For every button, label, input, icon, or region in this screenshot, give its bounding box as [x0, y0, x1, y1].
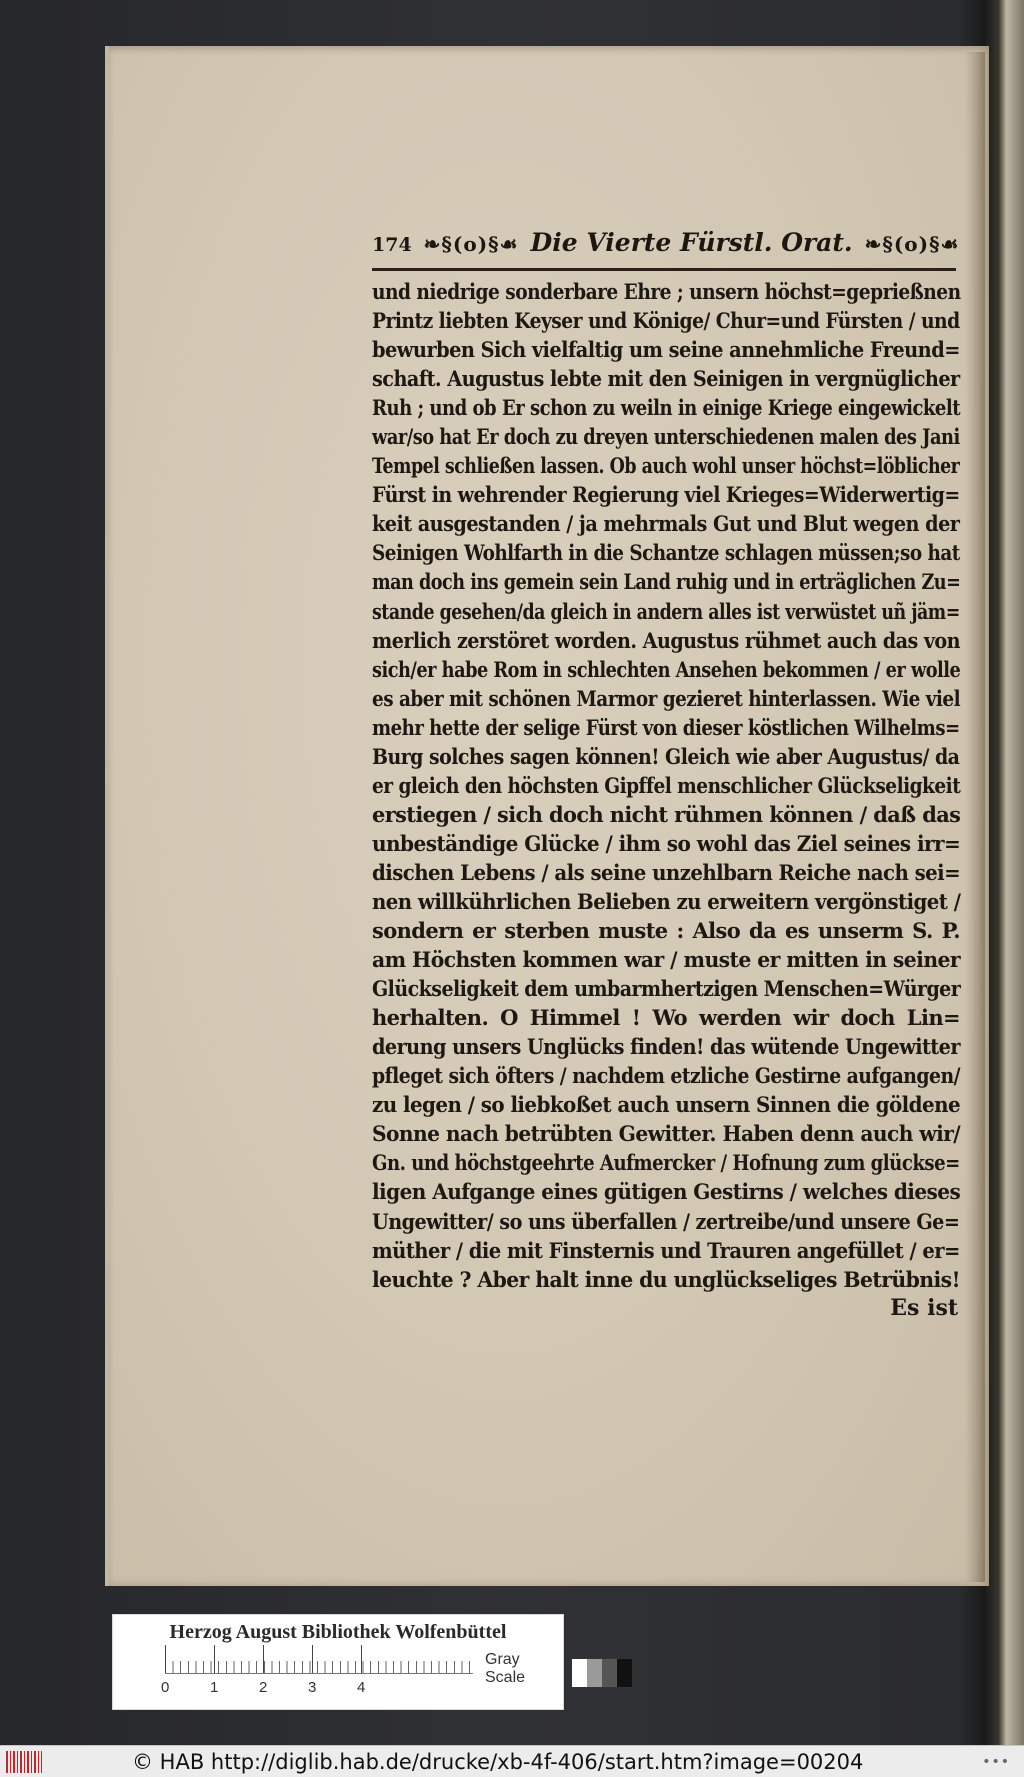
library-name: Herzog August Bibliothek Wolfenbüttel	[169, 1621, 507, 1643]
scale-number: 1	[210, 1679, 219, 1696]
text-line: ligen Aufgange eines gütigen Gestirns / welches dieses	[372, 1179, 961, 1205]
header-ornament-left: ❧§(o)§☙	[423, 232, 519, 256]
text-line: pfleget sich öfters / nachdem etzliche Gestirne aufgangen/	[372, 1063, 960, 1089]
viewer-footer	[0, 1745, 1024, 1777]
text-line: merlich zerstöret worden. Augustus rühmet auch das von	[372, 627, 961, 653]
text-line: Burg solches sagen können! Gleich wie aber Augustus/ da	[372, 743, 960, 769]
scale-number: 0	[161, 1679, 170, 1696]
text-line: Fürst in wehrender Regierung viel Krieges=Widerwertig=	[372, 482, 960, 508]
copyright-link[interactable]: © HAB http://diglib.hab.de/drucke/xb-4f-406/start.htm?image=00204	[132, 1749, 864, 1774]
gray-swatch	[587, 1659, 602, 1687]
text-line: nen willkührlichen Belieben zu erweitern vergönstiget /	[372, 888, 961, 914]
page-number: 174	[372, 234, 412, 256]
text-line: Printz liebten Keyser und Könige/ Chur=und Fürsten / und	[372, 308, 960, 334]
text-line: bewurben Sich vielfaltig um seine annehmliche Freund=	[372, 337, 960, 363]
text-line: Ruh ; und ob Er schon zu weiln in einige Kriege eingewickelt	[372, 395, 961, 421]
text-line: und niedrige sonderbare Ehre ; unsern höchst=geprießnen	[372, 279, 961, 304]
text-line: es aber mit schönen Marmor gezieret hinterlassen. Wie viel	[372, 685, 961, 711]
text-line: Tempel schließen lassen. Ob auch wohl unser höchst=löblicher	[372, 453, 960, 479]
adjacent-page-edge	[985, 0, 1024, 1745]
text-line: müther / die mit Finsternis und Trauren angefüllet / er=	[372, 1237, 960, 1263]
text-line: leuchte ? Aber halt inne du unglückseliges Betrübnis!	[372, 1266, 960, 1292]
page-gutter-shadow	[965, 52, 985, 1582]
text-line: man doch ins gemein sein Land ruhig und in erträglichen Zu=	[372, 569, 961, 595]
text-line: Ungewitter/ so uns überfallen / zertreibe/und unsere Ge=	[372, 1208, 960, 1234]
text-line: herhalten. O Himmel ! Wo werden wir doch Lin=	[372, 1005, 960, 1031]
color-target-card	[112, 1614, 564, 1710]
running-title: Die Vierte Fürstl. Orat.	[530, 228, 853, 257]
text-line: er gleich den höchsten Gipffel menschlicher Glückseligkeit	[372, 772, 961, 798]
catchword: Es ist	[890, 1294, 958, 1321]
text-line: sich/er habe Rom in schlechten Ansehen bekommen / er wolle	[372, 656, 961, 682]
text-line: dischen Lebens / als seine unzehlbarn Reiche nach sei=	[372, 859, 961, 885]
scale-number: 2	[259, 1679, 268, 1696]
gray-swatch	[602, 1659, 617, 1687]
gray-scale-label: Gray Scale	[485, 1651, 526, 1686]
text-line: Seinigen Wohlfarth in die Schantze schlagen müssen;so hat	[372, 540, 960, 566]
text-line: derung unsers Unglücks finden! das wütende Ungewitter	[372, 1034, 960, 1060]
barcode-icon	[6, 1751, 42, 1773]
header-ornament-right: ❧§(o)§☙	[864, 232, 960, 256]
page-header	[372, 228, 962, 266]
text-line: zu legen / so liebkoßet auch unsern Sinnen die göldene	[372, 1092, 961, 1118]
gray-swatch	[617, 1659, 632, 1687]
scale-tick	[214, 1645, 215, 1673]
gray-scale-swatches	[571, 1658, 633, 1688]
page-text-block	[372, 228, 962, 1323]
body-text	[372, 277, 962, 1294]
text-line: war/so hat Er doch zu dreyen unterschiedenen malen des Jani	[372, 424, 960, 450]
text-line: unbeständige Glücke / ihm so wohl das Ziel seines irr=	[372, 830, 961, 856]
text-line: Sonne nach betrübten Gewitter. Haben denn auch wir/	[372, 1121, 961, 1147]
text-line: stande gesehen/da gleich in andern alles ist verwüstet uñ jäm=	[372, 598, 960, 624]
text-line: erstiegen / sich doch nicht rühmen können / daß das	[372, 801, 961, 827]
scale-number: 3	[308, 1679, 317, 1696]
scale-tick	[165, 1645, 166, 1673]
scale-tick	[312, 1645, 313, 1673]
text-line: Gn. und höchstgeehrte Aufmercker / Hofnung zum glückse=	[372, 1150, 960, 1176]
text-line: sondern er sterben muste : Also da es unserm S. P.	[372, 918, 960, 944]
gray-swatch	[572, 1659, 587, 1687]
scale-tick	[263, 1645, 264, 1673]
text-line: schaft. Augustus lebte mit den Seinigen in vergnüglicher	[372, 366, 960, 392]
scale-tick	[361, 1645, 362, 1673]
text-line: mehr hette der selige Fürst von dieser köstlichen Wilhelms=	[372, 714, 960, 740]
text-line: Glückseligkeit dem umbarmhertzigen Menschen=Würger	[372, 976, 961, 1002]
text-line: keit ausgestanden / ja mehrmals Gut und Blut wegen der	[372, 511, 960, 537]
scale-ruler	[165, 1651, 473, 1674]
more-icon[interactable]: •••	[982, 1753, 1010, 1770]
header-rule	[372, 268, 956, 271]
text-line: am Höchsten kommen war / muste er mitten in seiner	[372, 947, 961, 973]
scale-number: 4	[357, 1679, 366, 1696]
